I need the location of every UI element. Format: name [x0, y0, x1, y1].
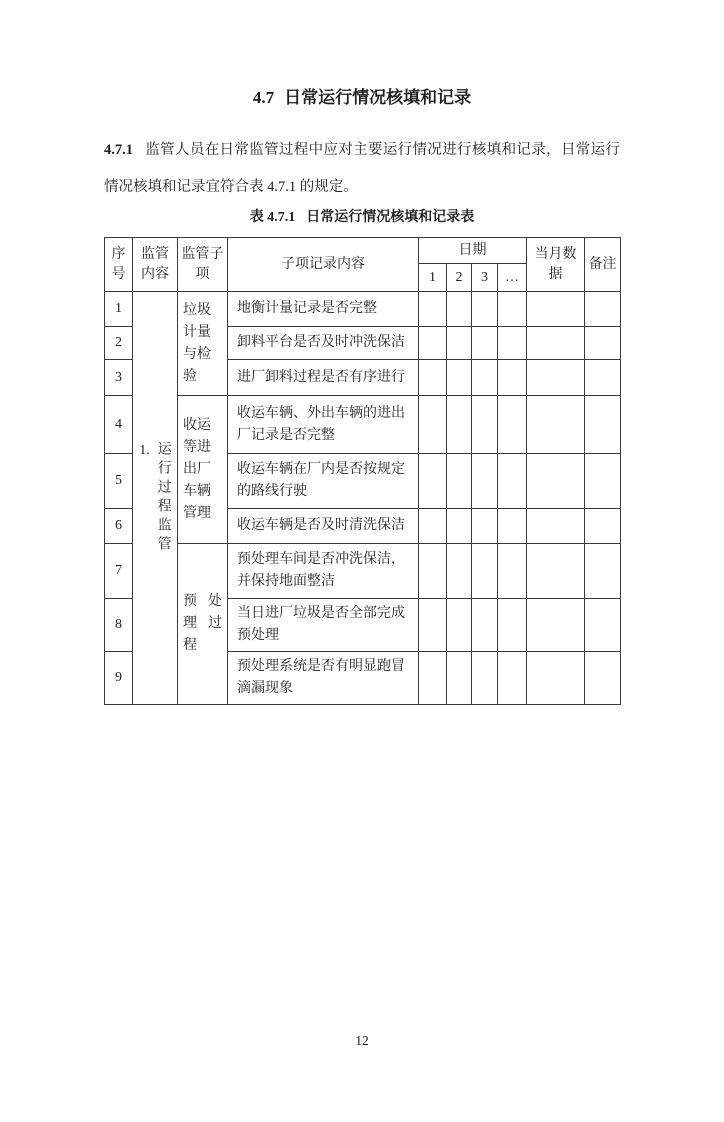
monitor-content-label: 运行过程监管	[155, 441, 171, 555]
month-data-cell	[527, 509, 585, 544]
date-cell	[419, 544, 447, 599]
date-cell	[447, 599, 472, 652]
table-row	[105, 544, 621, 599]
date-cell	[419, 509, 447, 544]
document-page	[0, 86, 724, 1122]
date-cell	[498, 509, 527, 544]
table-caption-label: 表 4.7.1	[249, 210, 296, 225]
seq-cell: 1	[105, 292, 133, 327]
date-cell	[498, 292, 527, 327]
header-date-more: …	[498, 264, 527, 292]
date-cell	[419, 396, 447, 454]
month-data-cell	[527, 454, 585, 509]
remark-cell	[585, 454, 621, 509]
date-cell	[472, 292, 498, 327]
date-cell	[419, 454, 447, 509]
month-data-cell	[527, 327, 585, 360]
header-seq: 序号	[105, 238, 133, 292]
record-cell: 预处理系统是否有明显跑冒滴漏现象	[228, 652, 419, 705]
date-cell	[472, 544, 498, 599]
header-monitor-content: 监管内容	[133, 238, 178, 292]
date-cell	[419, 652, 447, 705]
date-cell	[472, 396, 498, 454]
remark-cell	[585, 599, 621, 652]
header-date-3: 3	[472, 264, 498, 292]
date-cell	[472, 454, 498, 509]
date-cell	[472, 509, 498, 544]
date-cell	[498, 360, 527, 396]
seq-cell: 3	[105, 360, 133, 396]
month-data-cell	[527, 599, 585, 652]
subitem-cell: 收运等进出厂车辆管理	[178, 396, 228, 544]
month-data-cell	[527, 360, 585, 396]
header-date: 日期	[419, 238, 527, 264]
subitem-cell: 垃圾计量与检验	[178, 292, 228, 396]
table-row	[105, 292, 621, 327]
header-date-1: 1	[419, 264, 447, 292]
remark-cell	[585, 360, 621, 396]
table-row	[105, 396, 621, 454]
record-cell: 地衡计量记录是否完整	[228, 292, 419, 327]
section-title: 日常运行情况核填和记录	[284, 88, 472, 107]
date-cell	[498, 652, 527, 705]
seq-cell: 7	[105, 544, 133, 599]
clause-text: 监管人员在日常监管过程中应对主要运行情况进行核填和记录，日常运行情况核填和记录宜符合表 4.7.1 的规定。	[104, 142, 620, 195]
clause-paragraph	[104, 132, 620, 206]
month-data-cell	[527, 396, 585, 454]
month-data-cell	[527, 652, 585, 705]
date-cell	[498, 544, 527, 599]
date-cell	[498, 327, 527, 360]
record-cell: 预处理车间是否冲洗保洁，并保持地面整洁	[228, 544, 419, 599]
record-cell: 收运车辆是否及时清洗保洁	[228, 509, 419, 544]
remark-cell	[585, 509, 621, 544]
seq-cell: 5	[105, 454, 133, 509]
date-cell	[447, 454, 472, 509]
monitor-content-wrap	[133, 441, 177, 555]
subitem-cell: 预处理过程	[178, 544, 228, 705]
monitor-content-number: 1.	[139, 443, 150, 458]
date-cell	[447, 396, 472, 454]
header-monitor-subitem: 监管子项	[178, 238, 228, 292]
date-cell	[498, 599, 527, 652]
month-data-cell	[527, 292, 585, 327]
table-caption-title: 日常运行情况核填和记录表	[306, 210, 475, 225]
date-cell	[498, 454, 527, 509]
section-number: 4.7	[252, 88, 275, 107]
date-cell	[472, 327, 498, 360]
date-cell	[472, 599, 498, 652]
header-row-1	[105, 238, 621, 264]
date-cell	[447, 327, 472, 360]
daily-operation-record-table	[104, 237, 621, 705]
page-number: 12	[355, 1033, 369, 1048]
seq-cell: 2	[105, 327, 133, 360]
header-record-content: 子项记录内容	[228, 238, 419, 292]
date-cell	[447, 292, 472, 327]
header-date-2: 2	[447, 264, 472, 292]
date-cell	[447, 509, 472, 544]
section-heading	[104, 86, 620, 110]
date-cell	[472, 360, 498, 396]
header-month-data: 当月数据	[527, 238, 585, 292]
record-cell: 收运车辆、外出车辆的进出厂记录是否完整	[228, 396, 419, 454]
month-data-cell	[527, 544, 585, 599]
monitor-content-cell	[133, 292, 178, 705]
table-caption	[104, 207, 620, 229]
seq-cell: 9	[105, 652, 133, 705]
record-cell: 当日进厂垃圾是否全部完成预处理	[228, 599, 419, 652]
seq-cell: 6	[105, 509, 133, 544]
clause-number: 4.7.1	[104, 142, 133, 158]
date-cell	[447, 544, 472, 599]
date-cell	[498, 396, 527, 454]
date-cell	[419, 292, 447, 327]
date-cell	[419, 360, 447, 396]
remark-cell	[585, 292, 621, 327]
date-cell	[472, 652, 498, 705]
remark-cell	[585, 327, 621, 360]
record-cell: 收运车辆在厂内是否按规定的路线行驶	[228, 454, 419, 509]
remark-cell	[585, 544, 621, 599]
header-remark: 备注	[585, 238, 621, 292]
remark-cell	[585, 652, 621, 705]
record-cell: 卸料平台是否及时冲洗保洁	[228, 327, 419, 360]
remark-cell	[585, 396, 621, 454]
seq-cell: 8	[105, 599, 133, 652]
page-content	[104, 86, 620, 705]
seq-cell: 4	[105, 396, 133, 454]
date-cell	[447, 652, 472, 705]
date-cell	[447, 360, 472, 396]
date-cell	[419, 599, 447, 652]
date-cell	[419, 327, 447, 360]
record-cell: 进厂卸料过程是否有序进行	[228, 360, 419, 396]
